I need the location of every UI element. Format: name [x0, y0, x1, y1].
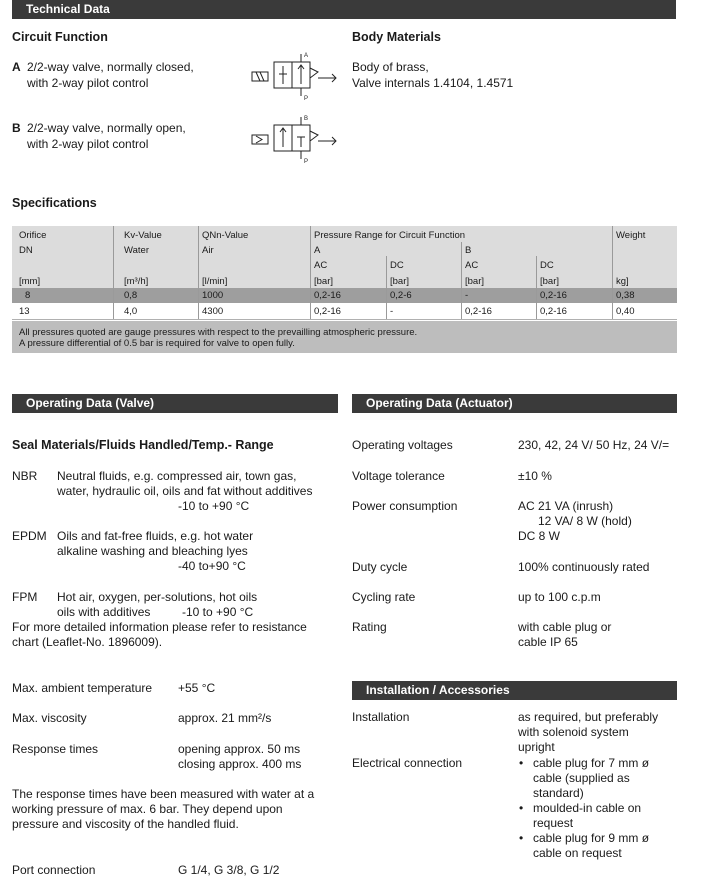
- valve-b-port-bottom: P: [304, 159, 309, 165]
- row8-dn: 8: [25, 290, 31, 301]
- response-note3: pressure and viscosity of the handled fluid.: [12, 817, 239, 831]
- hdr-kv-unit: [m³/h]: [124, 276, 149, 287]
- hdr-dc-a: DC: [390, 260, 404, 271]
- nbr-line2: water, hydraulic oil, oils and fat without additives: [57, 484, 313, 498]
- ambient-label: Max. ambient temperature: [12, 681, 153, 695]
- hdr-ac-a: AC: [314, 260, 328, 271]
- response-label: Response times: [12, 742, 99, 756]
- power-value2: 12 VA/ 8 W (hold): [538, 514, 632, 528]
- valve-a-port-top: A: [304, 53, 309, 59]
- row13-weight: 0,40: [616, 306, 635, 317]
- bullet1-line3: standard): [533, 786, 584, 800]
- bullet3-line1: • cable plug for 9 mm ø: [533, 831, 649, 846]
- hdr-a: A: [314, 245, 321, 256]
- hdr-b: B: [465, 245, 472, 256]
- operating-actuator-bar: [352, 394, 677, 413]
- ambient-value: +55 °C: [178, 681, 216, 695]
- row8-dc-a: 0,2-6: [390, 290, 412, 301]
- hdr-weight: Weight: [616, 230, 646, 241]
- circuit-a-line2: with 2-way pilot control: [27, 76, 149, 90]
- response-note1: The response times have been measured with water at a: [12, 787, 315, 801]
- bullet2-line2: request: [533, 816, 574, 830]
- bullet2-line1: • moulded-in cable on: [533, 801, 641, 816]
- row8-ac-a: 0,2-16: [314, 290, 341, 301]
- fpm-line2b: -10 to +90 °C: [182, 605, 254, 619]
- voltages-value: 230, 42, 24 V/ 50 Hz, 24 V/=: [518, 438, 670, 452]
- response-close: closing approx. 400 ms: [178, 757, 302, 771]
- row8-ac-b: -: [465, 290, 469, 301]
- cycling-value: up to 100 c.p.m: [518, 590, 601, 604]
- nbr-code: NBR: [12, 469, 38, 483]
- row13-dc-b: 0,2-16: [540, 306, 567, 317]
- valve-b-port-top: B: [304, 116, 309, 122]
- operating-valve-title: Operating Data (Valve): [26, 396, 155, 410]
- hdr-kg: kg]: [616, 276, 629, 287]
- bullet3-line2: cable on request: [533, 846, 622, 860]
- response-note2: working pressure of max. 6 bar. They depend upon: [12, 802, 283, 816]
- fpm-line2: oils with additives: [57, 605, 151, 619]
- row8-qnn: 1000: [202, 290, 224, 301]
- hdr-bar3: [bar]: [465, 276, 485, 287]
- bullet1-line2: cable (supplied as: [533, 771, 630, 785]
- power-value3: DC 8 W: [518, 529, 560, 543]
- body-materials-line1: Body of brass,: [352, 60, 429, 74]
- more-info-line2: chart (Leaflet-No. 1896009).: [12, 635, 163, 649]
- hdr-ac-b: AC: [465, 260, 479, 271]
- epdm-line2: alkaline washing and bleaching lyes: [57, 544, 248, 558]
- fpm-code: FPM: [12, 590, 38, 604]
- spec-row-8: [12, 288, 677, 303]
- rating-label: Rating: [352, 620, 387, 634]
- row8-kv: 0,8: [124, 290, 138, 301]
- electrical-label: Electrical connection: [352, 756, 463, 770]
- valve-symbol-a: [250, 50, 345, 102]
- epdm-line3: -40 to+90 °C: [178, 559, 246, 573]
- rating-value2: cable IP 65: [518, 635, 578, 649]
- operating-actuator-title: Operating Data (Actuator): [366, 396, 513, 410]
- spec-note1: All pressures quoted are gauge pressures with respect to the prevailling atmospheric pressure.: [19, 327, 418, 338]
- cycling-label: Cycling rate: [352, 590, 416, 604]
- tolerance-label: Voltage tolerance: [352, 469, 445, 483]
- nbr-line1: Neutral fluids, e.g. compressed air, town gas,: [57, 469, 297, 483]
- rating-value1: with cable plug or: [518, 620, 612, 634]
- hdr-mm: [mm]: [19, 276, 41, 287]
- body-materials-line2: Valve internals 1.4104, 1.4571: [352, 76, 514, 90]
- install-value3: upright: [518, 740, 555, 754]
- body-materials-heading: Body Materials: [352, 30, 441, 44]
- epdm-line1: Oils and fat-free fluids, e.g. hot water: [57, 529, 254, 543]
- hdr-bar4: [bar]: [540, 276, 560, 287]
- hdr-air: Air: [202, 245, 214, 256]
- tolerance-value: ±10 %: [518, 469, 552, 483]
- specifications-heading: Specifications: [12, 196, 97, 210]
- duty-label: Duty cycle: [352, 560, 408, 574]
- viscosity-label: Max. viscosity: [12, 711, 87, 725]
- hdr-bar2: [bar]: [390, 276, 410, 287]
- hdr-dn: DN: [19, 245, 33, 256]
- install-value2: with solenoid system: [518, 725, 629, 739]
- technical-data-title: Technical Data: [26, 2, 110, 16]
- spec-note2: A pressure differential of 0.5 bar is required for valve to open fully.: [19, 338, 295, 349]
- duty-value: 100% continuously rated: [518, 560, 650, 574]
- seal-heading: Seal Materials/Fluids Handled/Temp.- Range: [12, 438, 274, 452]
- technical-data-bar: [12, 0, 676, 19]
- bullet1-line1: • cable plug for 7 mm ø: [533, 756, 649, 771]
- circuit-b-letter: B: [12, 121, 21, 135]
- nbr-line3: -10 to +90 °C: [178, 499, 250, 513]
- port-value: G 1/4, G 3/8, G 1/2: [178, 863, 280, 877]
- row8-weight: 0,38: [616, 290, 635, 301]
- hdr-qnn-unit: [l/min]: [202, 276, 228, 287]
- circuit-a-letter: A: [12, 60, 21, 74]
- epdm-code: EPDM: [12, 529, 47, 543]
- circuit-function-heading: Circuit Function: [12, 30, 108, 44]
- port-label: Port connection: [12, 863, 96, 877]
- hdr-qnn: QNn-Value: [202, 230, 249, 241]
- power-value1: AC 21 VA (inrush): [518, 499, 614, 513]
- row13-dc-a: -: [390, 306, 394, 317]
- install-label: Installation: [352, 710, 410, 724]
- hdr-pressure: Pressure Range for Circuit Function: [314, 230, 466, 241]
- row13-qnn: 4300: [202, 306, 224, 317]
- spec-row-13: [12, 303, 677, 320]
- response-open: opening approx. 50 ms: [178, 742, 301, 756]
- hdr-bar1: [bar]: [314, 276, 334, 287]
- row13-dn: 13: [19, 306, 30, 317]
- fpm-line1: Hot air, oxygen, per-solutions, hot oils: [57, 590, 258, 604]
- installation-bar: [352, 681, 677, 700]
- row13-ac-b: 0,2-16: [465, 306, 492, 317]
- more-info-line1: For more detailed information please refer to resistance: [12, 620, 307, 634]
- valve-a-port-bottom: P: [304, 96, 309, 102]
- circuit-b-line2: with 2-way pilot control: [27, 137, 149, 151]
- operating-valve-bar: [12, 394, 338, 413]
- row13-ac-a: 0,2-16: [314, 306, 341, 317]
- voltages-label: Operating voltages: [352, 438, 453, 452]
- row8-dc-b: 0,2-16: [540, 290, 567, 301]
- power-label: Power consumption: [352, 499, 458, 513]
- circuit-b-line1: 2/2-way valve, normally open,: [27, 121, 186, 135]
- row13-kv: 4,0: [124, 306, 138, 317]
- install-value1: as required, but preferably: [518, 710, 659, 724]
- hdr-kv: Kv-Value: [124, 230, 162, 241]
- circuit-a-line1: 2/2-way valve, normally closed,: [27, 60, 194, 74]
- hdr-water: Water: [124, 245, 149, 256]
- hdr-dc-b: DC: [540, 260, 554, 271]
- viscosity-value: approx. 21 mm²/s: [178, 711, 272, 725]
- installation-title: Installation / Accessories: [366, 683, 510, 697]
- valve-symbol-b: [250, 113, 345, 165]
- hdr-orifice: Orifice: [19, 230, 47, 241]
